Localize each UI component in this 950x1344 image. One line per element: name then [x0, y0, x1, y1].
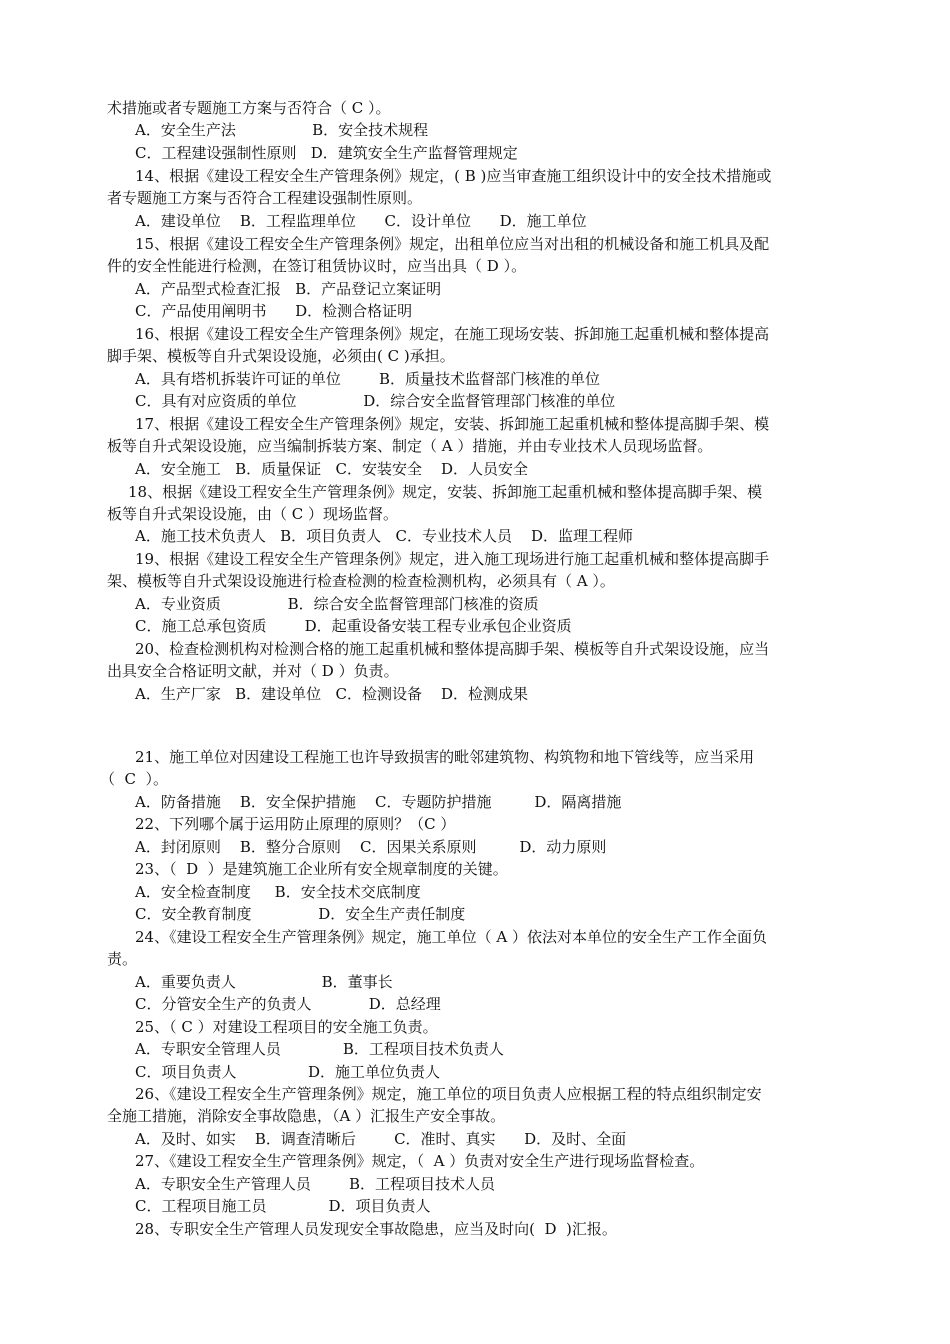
option-line: A．安全生产法 B．安全技术规程 [135, 121, 429, 139]
question-line: 22、下列哪个属于运用防止原理的原则？（C ） [135, 815, 456, 833]
question-line: 16、根据《建设工程安全生产管理条例》规定，在施工现场安装、拆卸施工起重机械和整体提高 [135, 325, 770, 343]
option-line: A．专职安全管理人员 B．工程项目技术负责人 [135, 1040, 504, 1058]
option-line: C．工程建设强制性原则 D．建筑安全生产监督管理规定 [135, 144, 518, 162]
text-line: 架、模板等自升式架设设施进行检查检测的检查检测机构，必须具有（ A ）。 [107, 572, 615, 590]
option-line: A．产品型式检查汇报 B．产品登记立案证明 [135, 280, 442, 298]
option-line: C．具有对应资质的单位 D．综合安全监督管理部门核准的单位 [135, 392, 616, 410]
text-line: 出具安全合格证明文献，并对（ D ）负责。 [107, 662, 399, 680]
option-line: C．施工总承包资质 D．起重设备安装工程专业承包企业资质 [135, 617, 572, 635]
option-line: A．及时、如实 B．调查清晰后 C．准时、真实 D．及时、全面 [135, 1130, 627, 1148]
option-line: A．安全施工 B．质量保证 C．安装安全 D．人员安全 [135, 460, 529, 478]
question-line: 14、根据《建设工程安全生产管理条例》规定，( B )应当审查施工组织设计中的安全技术措施或 [135, 167, 772, 185]
question-line: 19、根据《建设工程安全生产管理条例》规定，进入施工现场进行施工起重机械和整体提高脚手 [135, 550, 770, 568]
question-line: 26、《建设工程安全生产管理条例》规定，施工单位的项目负责人应根据工程的特点组织制定安 [135, 1085, 762, 1103]
question-line: 18、根据《建设工程安全生产管理条例》规定，安装、拆卸施工起重机械和整体提高脚手架、模 [128, 483, 763, 501]
question-line: 17、根据《建设工程安全生产管理条例》规定，安装、拆卸施工起重机械和整体提高脚手架、模 [135, 415, 770, 433]
option-line: A．生产厂家 B．建设单位 C．检测设备 D．检测成果 [135, 685, 529, 703]
option-line: C．产品使用阐明书 D．检测合格证明 [135, 302, 413, 320]
option-line: C．分管安全生产的负责人 D．总经理 [135, 995, 441, 1013]
question-line: 20、检查检测机构对检测合格的施工起重机械和整体提高脚手架、模板等自升式架设设施，应当 [135, 640, 770, 658]
text-line: 件的安全性能进行检测，在签订租赁协议时，应当出具（ D ）。 [107, 257, 527, 275]
option-line: C．项目负责人 D．施工单位负责人 [135, 1063, 441, 1081]
option-line: A．专业资质 B．综合安全监督管理部门核准的资质 [135, 595, 539, 613]
question-line: 15、根据《建设工程安全生产管理条例》规定，出租单位应当对出租的机械设备和施工机具及配 [135, 235, 770, 253]
option-line: A．施工技术负责人 B．项目负责人 C．专业技术人员 D．监理工程师 [135, 527, 634, 545]
question-line: 27、《建设工程安全生产管理条例》规定，（ A ）负责对安全生产进行现场监督检查。 [135, 1152, 705, 1170]
question-line: 28、专职安全生产管理人员发现安全事故隐患，应当及时向( D )汇报。 [135, 1220, 617, 1238]
option-line: A．具有塔机拆装许可证的单位 B．质量技术监督部门核准的单位 [135, 370, 601, 388]
option-line: A．重要负责人 B．董事长 [135, 973, 393, 991]
option-line: A．建设单位 B．工程监理单位 C．设计单位 D．施工单位 [135, 212, 587, 230]
option-line: C．安全教育制度 D．安全生产责任制度 [135, 905, 466, 923]
question-line: 24、《建设工程安全生产管理条例》规定，施工单位（ A ）依法对本单位的安全生产工作全面负 [135, 928, 767, 946]
text-line: 责。 [107, 950, 138, 968]
option-line: A．防备措施 B．安全保护措施 C．专题防护措施 D．隔离措施 [135, 793, 622, 811]
text-line: 术措施或者专题施工方案与否符合（ C ）。 [107, 99, 391, 117]
text-line: 脚手架、模板等自升式架设设施，必须由( C )承担。 [107, 347, 455, 365]
option-line: A．安全检查制度 B．安全技术交底制度 [135, 883, 421, 901]
text-line: （ C ）。 [100, 770, 169, 788]
option-line: C．工程项目施工员 D．项目负责人 [135, 1197, 431, 1215]
question-line: 23、（ D ）是建筑施工企业所有安全规章制度的关键。 [135, 860, 508, 878]
text-line: 者专题施工方案与否符合工程建设强制性原则。 [107, 189, 423, 207]
text-line: 板等自升式架设设施，由（ C ）现场监督。 [107, 505, 399, 523]
question-line: 21、施工单位对因建设工程施工也许导致损害的毗邻建筑物、构筑物和地下管线等，应当采用 [135, 748, 755, 766]
option-line: A．封闭原则 B．整分合原则 C．因果关系原则 D．动力原则 [135, 838, 607, 856]
text-line: 全施工措施，消除安全事故隐患，（A ）汇报生产安全事故。 [107, 1107, 506, 1125]
text-line: 板等自升式架设设施，应当编制拆装方案、制定（ A ）措施，并由专业技术人员现场监督。 [107, 437, 713, 455]
option-line: A．专职安全生产管理人员 B．工程项目技术人员 [135, 1175, 496, 1193]
question-line: 25、（ C ）对建设工程项目的安全施工负责。 [135, 1018, 438, 1036]
